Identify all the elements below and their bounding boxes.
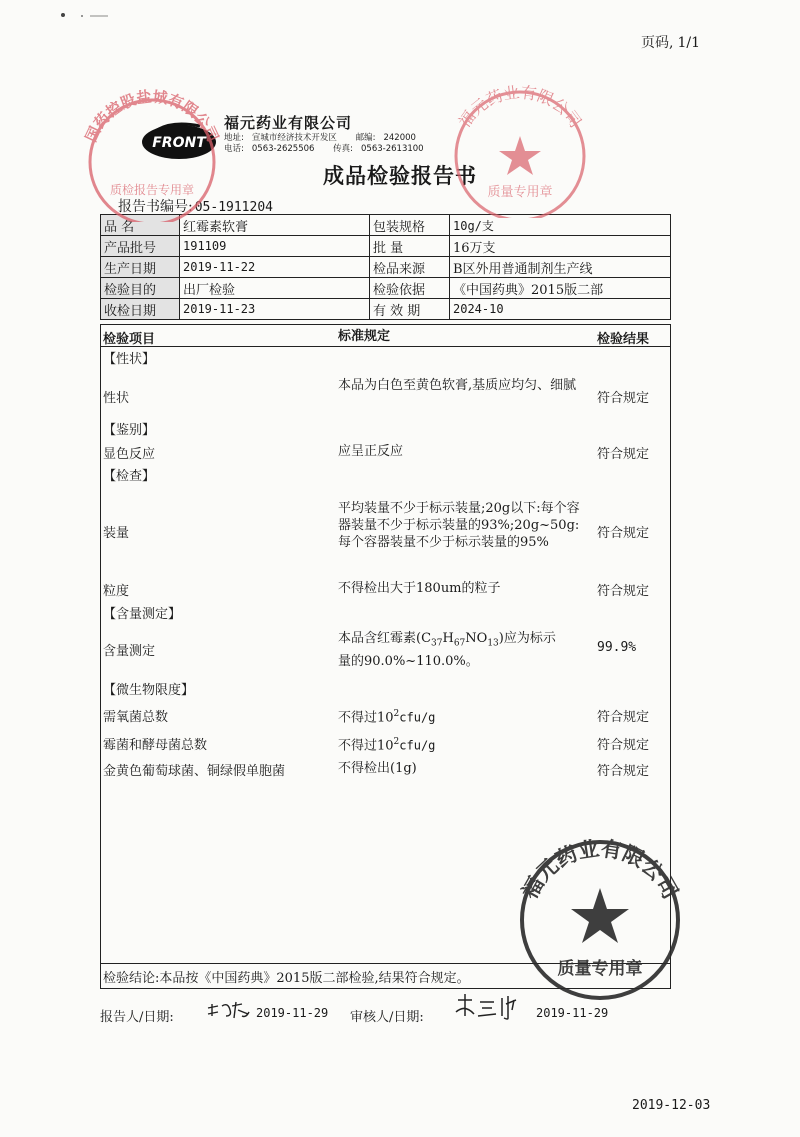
quantity-value: 16万支 [450, 236, 671, 257]
assay-standard: 本品含红霉素$(C_{37}H_{67}NO_{13})$应为标示 量的90.0%~110.0%。 [338, 631, 556, 669]
company-name: 福元药业有限公司 [224, 114, 353, 132]
expiry-label: 有 效 期 [370, 299, 450, 320]
company-address-line: 地址: 宣城市经济技术开发区 邮编: 242000 [224, 133, 416, 143]
product-info-table [100, 214, 671, 320]
divider [101, 346, 670, 347]
recv-date-value: 2019-11-23 [180, 299, 370, 320]
info-row [101, 299, 671, 320]
quantity-label: 批 量 [370, 236, 450, 257]
basis-label: 检验依据 [370, 278, 450, 299]
reporter-label: 报告人/日期: [100, 1010, 174, 1025]
svg-text:国药控股盐城有限公司: 国药控股盐城有限公司 [81, 87, 223, 145]
info-row [101, 236, 671, 257]
results-table: 检验项目 标准规定 检验结果 【性状】 性状 本品为白色至黄色软膏,基质应均匀、细腻 符合规定 【鉴别】 显色反应 应呈正反应 符合规定 【检查】 装量 平均装量不少于标示装量;20g以下:每个容器装量不少于标示装量的93%;20g~50g:每个容器装量不少于标示装量的95% 符合规定 粒度 不得检出大于180um的粒子 符合规定 【含量测定】 含量测定 本品含红霉素$(C_{37}H_{67}NO_{13})$应为标示 量的90.0%~110.0%。 99.9% 【微生物限度】 需氧菌总数 不得过$10^2cfu/g$ 符合规定 霉菌和酵母菌总数 不得过$10^2cfu/g$ 符合规定 金黄色葡萄球菌、铜绿假单胞菌 不得检出(1g) 符合规定 检验结论:本品按《中国药典》2015版二部检验,结果符合规定。 [100, 324, 671, 989]
product-label: 品 名 [101, 215, 180, 236]
basis-value: 《中国药典》2015版二部 [450, 278, 671, 299]
svg-text:质量专用章: 质量专用章 [557, 959, 643, 979]
page-title: 成品检验报告书 [323, 163, 477, 188]
report-number: 报告书编号: 05-1911204 [118, 199, 273, 215]
purpose-label: 检验目的 [101, 278, 180, 299]
product-name: 红霉素软膏 [180, 215, 370, 236]
company-contact-line: 电话: 0563-2625506 传真: 0563-2613100 [224, 144, 424, 154]
batch-label: 产品批号 [101, 236, 180, 257]
purpose-value: 出厂检验 [180, 278, 370, 299]
svg-text:质检报告专用章: 质检报告专用章 [109, 183, 195, 197]
mfg-date-value: 2019-11-22 [180, 257, 370, 278]
info-row [101, 257, 671, 278]
package-label: 包装规格 [370, 215, 450, 236]
reporter-date: 2019-11-29 [256, 1006, 329, 1020]
scan-artifact [60, 12, 110, 18]
mfg-date-label: 生产日期 [101, 257, 180, 278]
source-label: 检品来源 [370, 257, 450, 278]
logo-text: FRONT [152, 135, 206, 151]
package-value: 10g/支 [450, 215, 671, 236]
company-header [224, 112, 440, 155]
reviewer-date: 2019-11-29 [536, 1006, 609, 1020]
page-number: 页码, 1/1 [641, 35, 700, 51]
stamp-mid-icon [440, 78, 600, 218]
recv-date-label: 收检日期 [101, 299, 180, 320]
reporter-signature-icon [206, 1000, 250, 1022]
svg-text:福元药业有限公司: 福元药业有限公司 [516, 835, 684, 903]
stamp-quality-icon [508, 830, 692, 1002]
expiry-value: 2024-10 [450, 299, 671, 320]
svg-text:福元药业有限公司: 福元药业有限公司 [454, 82, 586, 132]
info-row [101, 278, 671, 299]
conclusion: 检验结论:本品按《中国药典》2015版二部检验,结果符合规定。 [103, 971, 470, 986]
footer-date: 2019-12-03 [632, 1098, 711, 1113]
reviewer-label: 审核人/日期: [350, 1010, 424, 1025]
stamp-left-icon [72, 82, 232, 222]
source-value: B区外用普通制剂生产线 [450, 257, 671, 278]
batch-value: 191109 [180, 236, 370, 257]
svg-text:质量专用章: 质量专用章 [487, 185, 553, 200]
